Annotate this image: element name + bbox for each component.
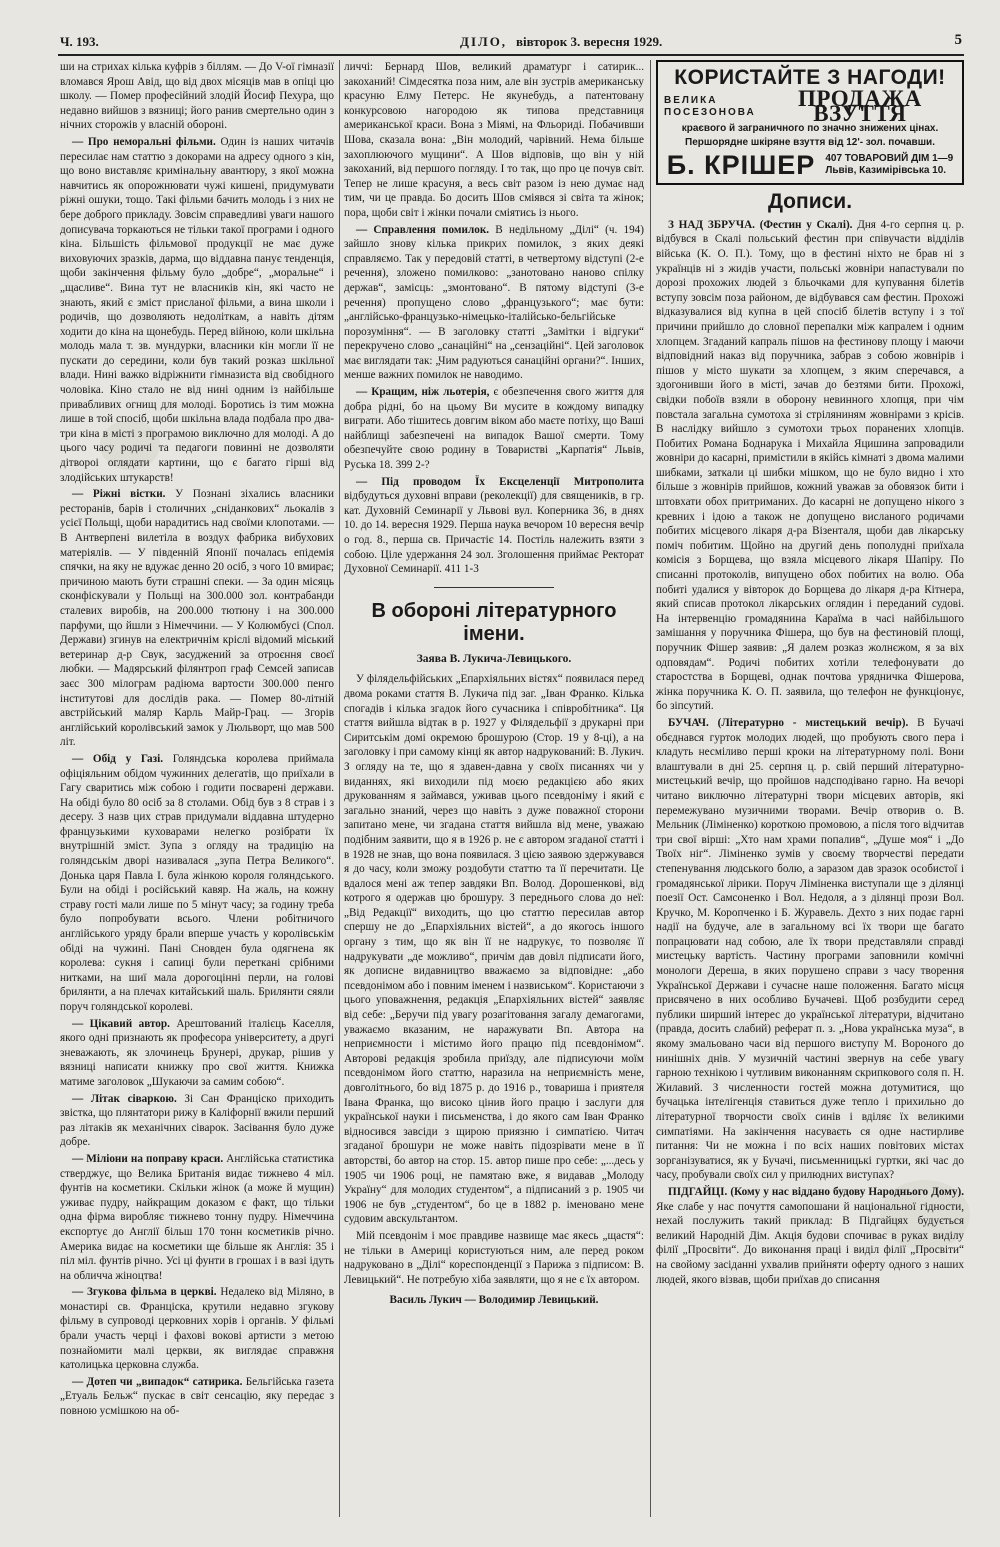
report-zbruch — [656, 218, 964, 714]
item-text: У Познані зіхались власники ресторанів, барів і столичних „сніданкових“ льокалів з усієї Польщі, щоби нарадитись над своїми клопотами. — В Антверпені вилетіла в воздух фабрика вибухових матеріялів. — У південній Японії почалась епідемія спячки, на яку не вдужає денно 20 осіб, з чого 10 вмирає; причиною мають бути страшні спеки. — За один місяць сконфіскували у Польщі на 300.000 зол. контрабанди сталевих виробів, на 200.000 тютюну і на 300.000 парфуми, що йшли з Німеччини. — У Колюмбусі (Спол. Держави) згинув на електричнім кріслі відомий міський ветеринар д-р Свук, засуджений за отроєння своєї любки. — Мадярський філянтроп граф Семсей записав заєс 300 мілограм радіюма вартости 300.000 пенго інститутові для дослідів рака. — Помер 80-літній австрійський маляр Карль Майр-Грац. — Згорів англійський королівський замок у Люльворт, що мав 500 літ. — [60, 488, 334, 749]
article-title: В обороні літературного імени. — [371, 599, 617, 645]
item-title: — Міліони на поправу краси. — [72, 1152, 224, 1165]
article-signature: Василь Лукич — Володимир Левицький. — [389, 1294, 599, 1307]
news-item-church — [60, 1285, 334, 1373]
item-text: Англійська статистика стверджує, що Велика Британія видає тижнево 4 міл. фунтів на косметики. Скільки жінок (а може й мущин) уживає пудру, найкращим доказом є факт, що тільки одна фірма виробляє тижнево тонну пудру. Німеччина експортує до Англії більш 170 тонн косметиків річно. Америка видає на косметики ще більше як Англія: 35 і піл міл. фунтів річно. Усі ці фунти в грошах і в вазі ідуть на обличча жіноцтва! — [60, 1152, 334, 1282]
ad-note: краєвого й заграничного по значно знижених цінах. — [681, 123, 939, 135]
article-paragraph: Мій псевдонім і моє правдиве назвище має якесь „щастя“: не тільки в Америці користуються ним, але перед роком надруковано в „Ділі“ кореспонденції з Парижа з підписом: В. Левицький“. Не потребую хіба заявляти, що я не є їх автором. — [344, 1229, 644, 1286]
news-item-plane — [60, 1092, 334, 1150]
ad-note: Першорядне шкіряне взуття від 12'- зол. почавши. — [685, 137, 935, 149]
ad-karpatia — [344, 385, 644, 473]
news-paragraph: личчі: Бернард Шов, великий драматург і сатирик... закоханий! Сімдесятка поза ним, але він зустрів американську красуню Елму Петерс. Не якунебудь, а патентовану конкурсовою нагородою як типова представниця американської краси. Вона з Міямі, на Фльориді. Побачивши Шова, сказала вона: „Він молодий, чарівний. Нема більше захоплюючого мущини“. А Шов відповів, що він у ній закоханий, від першого погляду. І то так, що про це почув світ. Тепер не лише красуня, а весь світ разом із нею думає над тим, чи це правда. Бо досить Шов сміявся зі світа та жінок; пора, щоби світ і жінки почали сміятись із нього. — [344, 61, 644, 219]
section-title: Дописи. — [767, 190, 853, 214]
ad-big-text: ПРОДАЖА ВЗУТТЯ — [797, 86, 922, 126]
column-middle — [344, 60, 644, 1308]
report-text: Дня 4-го серпня ц. р. відбувся в Скалі польський фестин при співучасти відділів війська (К. О. П.). Тому, що в фестині ніхто не брав ні з українців ні з жидів участи, польські жовніри напастували по дорозі прохожих людей з бльочками для купування білетів вступу зовсім поза районом, де відбувався сам фестин. Прохожі відказувалися від купна в цей спосіб білетів вступу і з тої причини прийшло до словної перепалки між капралем і одним хлопцем. Згаданий капраль пішов на фестинову площу і маючи відповідний наказ від поручника, забрав з собою жовнірів і пішов у місто шукати за хлопцем, з яким сперечався, а здогонивши його в місті, зачав до безтями бити. Прохожі, свідки побоїв взяли в оборону невинного хлопця, при чім повстала загальна сумотоха зі стріляниням жовнірами з крісів. В наслідку вийшло з сумотохи трьох поранених хлопців. Побитих Романа Боднарука і Михайла Яцишина запровадили жовніри до касарні, примістили в якійсь кімнаті з двома малими шибками, заткали ці шибки мішком, що не було видно і хто більше з жовнірів прийшов, кожний уважав за обовязок бити і штовхати обох притриманих. До касарні не допущено нікого з кревних і ідою а також не допущено висланого родичами побитих місцевого лікаря д-ра Візенталя, щоби дав лікарську поміч побитим. Щойно на другий день пополудні приїхала комісія з Борщева, що взяла місцевого лікаря Шапіру. По списанні протоколів, випущено обох побитих на волю. Оба побиті удалися у вівторок до Борщева до лікаря д-ра Кітнера, який списав протокол лікарських оглядин і переданий судові. На інтервенцію громадянина Караїма в часі найбільшого замішання у поручника Фішера, що був на фестиновій площі, поручник Фішер заявив: „Я далем розказ жолнєжом, я за віх одповядам“. Родичі побитих хотіли телефонувати до старостства в Борщеві, однак почтова урядничка Фішерова, жінка поручника К. О. П. заявила, що телефон не функціонує, бо зіпсутий. — [656, 218, 964, 713]
ad-sub1: ВЕЛИКА — [664, 94, 718, 106]
report-dateline: ПІДГАЙЦІ. (Кому у нас віддано будову Народнього Дому). — [668, 1185, 964, 1198]
header-rule — [58, 54, 964, 56]
notice-retreat — [344, 475, 644, 577]
item-title: — Під проводом Їх Ексцеленції Митрополита — [356, 475, 644, 488]
news-paragraph: ши на стрихах кілька куфрів з біллям. — До V-ої гімназії вломався Ярош Авід, що від двох місяців мав в опіці цю школу. — Помер професійний злодій Йосиф Пехура, що недавно вийшов з вязниці; його ранив смертельно один з нічних сторожів у власній обороні. — [60, 61, 334, 132]
item-title: — Ріжні вістки. — [72, 488, 166, 501]
item-text: В недільному „Ділі“ (ч. 194) зайшло знову кілька прикрих помилок, з яких деякі справляємо. Так у передовій статті, в четвертому відступі (2-е речення), зложено помилково: „занотовано наново спілку держав“, замісць: „змонтовано“. В пятому відступі (3-е речення) пропущено слово „французького“; має бути: „англійсько-французько-німецько-італійсько-бельгійське порозуміння“. — В заголовку статті „Замітки і відгуки“ перекручено слово „санаційні“ на „сензаційні“. Цей заголовок має виглядати так: „Чим радуються санаційні органи?“. Інших, менше важних помилок не наводимо. — [344, 223, 645, 382]
item-text: Арештований італієць Каселля, якого одні признають як професора університету, а другі зневажають, як злочинець Брунері, друкар, рішив у вязниці написати книжку про свої життя. Книжка матиме заголовок „Шукаючи за самим собою“. — [60, 1017, 335, 1088]
paper-title: ДІЛО, — [460, 34, 508, 49]
ad-address — [825, 153, 953, 177]
column-right — [656, 60, 964, 1289]
article-byline: Заява В. Лукича-Левицького. — [416, 652, 572, 665]
news-item-author — [60, 1017, 334, 1090]
item-text: відбудуться духовні вправи (реколекції) для священиків, в гр. кат. Духовній Семинарії у Львові вул. Коперника 36, в днях 10. до 14. вересня 1929. Перша наука вечором 10 вересня вечір о год. 8., перша св. Причастіє 14. Постіль належить взяти з собою. Ціле удержання 24 зол. Зголошення приймає Ректорат Духовної Семинарії. — [344, 490, 644, 576]
ad-row — [664, 86, 956, 126]
article-paragraph: У філядельфійських „Епархіяльних вістях“ появилася перед двома роками стаття В. Лукича під заг. „Іван Франко. Кілька спогадів і кілька згадок його сучасника і співробітника“. Ця стаття вийшла відтак в р. 1927 у Філядельфії з друкарні при Сиритськім домі окремою брошурою (Стор. 19 у 8-ці), а на заголовку і при самому кінці як автор надрукований: В. Лукич. З огляду на те, що я здавен-давна у своїх писаннях чи у виданнях, які виходили під моєю редакцією або яких друкованням я займався, уживав цього псевдоніму і який є загально знаний, через що навіть з дуже поважної сторони запитано мене, чи згадана стаття вийшла від мене, уважаю подібним заявити, що я в 1926 р. не є автором згаданої статті і в 1928 не знав, що вона появилася. З цією заявою здержувався я до часу, коли зможу роздобути статтю та її перечитати. Це вдалося мені аж тепер завдяки Вп. Волод. Дорошенкові, від котрого я одержав цю брошуру. З переднього слова до неї: „Від Редакції“ виходить, що цю статтю пересилав автор спершу не до „Епархіяльних вістей“, а до якогось іншого органу з тим, що як він її не надрукує, то позволяє її надрукувати „де можливо“, причім дав довіл підписати його, як дописне видавництво вважаємо за відповідне: „або псевдонімом або і повним іменем і назвиськом“. Користаючи з цього уповажнення, редакція „Епархіяльних вістей“ заявляє від себе: „Беручи під увагу розагітовання загалу демагогами, уважаємо вказаним, не наражувати Вп. Автора на неприємности і містимо його працю під псевдонімом“. Авторові редакція зробила приїзду, але підписуючи моїм псевдонімом його статтю, наразила на неприємність мене, довголітнього, бо від 1875 р. до 1916 р., товариша і приятеля Івана Франка, що високо цінив його працю і заслуги для української науки і письменства, і до якого сам Іван Франко відносився завсіди з щирою приязню і симпатією. Читач згаданої брошури не може навіть підозрівати мене в її авторстві, бо автор на стор. 15. автор пише про себе: „...десь у 1905 чи 1906 році, не памятаю вже, я видавав „Молоду Україну“ для молодих студентом“, а підписаний з р. 1905 чи 1906 не був „студентом“, бо це в 1882 р. іменовано мене судовим авскультантом. — [344, 673, 644, 1226]
item-text: Недалеко від Міляно, в монастирі св. Франціска, крутили недавно згукову фільму в супроводі церковних хорів і органів. У фільмі брали участь черці і фахові вокові артисти з метою познайомити малі церкви, як виглядає справжня католицька церковна служба. — [60, 1286, 334, 1372]
item-title: — Згукова фільма в церкві. — [72, 1286, 217, 1299]
news-item-errata — [344, 223, 644, 384]
column-left — [60, 60, 334, 1421]
news-item-beauty — [60, 1152, 334, 1283]
column-divider — [339, 60, 340, 1517]
report-text: В Бучачі обєднався гурток молодих людей, що пробують свого пера і кладуть несміливо перші кроки на літературному полі. Вони влаштували в дні 25. серпня ц. р. свій перший літературно-мистецький вечір, що пройшов надсподівано гарно. На вечорі читано виключно літературні твори місцевих авторів, які перемежувано музичними творами. Вечір отворив о. В. Мельник (Ліміненко) короткою промовою, а після того відчитав три свої вірші: „Хто нам храми попалив“, „Душе моя“ і „До Твоїх ніг“. Ліміненко зумів у своєму творчестві передати степенування людського болю, а заразом дав зразок особистої і громадянської лірики. Поруч Ліміненка виступали ще з ділянці поезії Ост. Самсоненко і Вол. Недоля, а з ділянці прози Вол. Кручко, М. Коропченко і Б. Журавель. Дехто з них подає гарні надії на будуче, але в загальному всі їх твори ще багато попрацювати над собою, але їх твори представляли справді мистецьку вартість. Частину програми заповнили комічні монологи Дереша, в яких порушено справи з часу творення Української Держави і сучасне наше положення. Багато місця присвячено в них особливо Бучачеві. Щоб розбудити серед публики ширший інтерес до української літератури, відчитано (правда, досить слабий) реферат п. з. „Нова українська муза“, в якому змальовано часи від першого виступу М. Вороного до нинішніх днів. У музичній частині звернув на себе увагу гарною технікою і чутливим виконанням скрипкового соля п. Н. Жилавий. З численности гостей можна дотумитися, що бучацька інтелігенція ставиться дуже тепло і прихильно до літературної творчости своїх синів і вділяє їх великими симпатіями. На закінчення насуваєть ся одне настирливе питання: Чи не можна і по всіх наших повітових містах зорганізуватися, як у Бучачі, письменницькі гуртки, які час до часу, пробували своїх сил у прилюдних виступах? — [656, 716, 964, 1182]
item-text: Голяндська королева приймала офіціяльним обідом чужинних делегатів, що приїхали в Гагу сваритись між собою і годити посварені держави. На обіді було 80 осіб за 8 столами. Обід був з 8 страв і з десеру. З назв цих страв придумали віддавна штудерно французькими куховарами нелегко розібрати їх внутрішній зміст. Зупа з огляду на традицію на голяндськім дворі називалася „зупа Петра Великого“. Донька царя Павла I. була жінкою короля голяндського. Були на обіді і російський кавяр. На жаль, на кожну страву гості мали лише по 5 мінут часу; за годину треба було попробувати всього. Члени робітничого англійського уряду брали вперше участь у королівськім обіді на чужині. Пані Сновден була одягнена як королева: сукня і сапиці були переткані срібними нитками, на шиї мала дорогоцінні перли, на голові брилянти, а на плечах китайський шаль. Брилянти сяяли поруч голяндської королеві. — [60, 752, 334, 1013]
item-text: є обезпечення свого життя для добра рідні, бо на цьому Ви мусите в кождому випадку виграти. Або тішитесь довгим віком або маєте потіху, що Ваші найблищі забезпечені на випадок Вашої смерти. Тому обезпечуйте свою родину в Товаристві „Карпатія“ Львів, Руська 18. — [344, 386, 645, 472]
item-title: — Обід у Газі. — [72, 752, 163, 765]
ad-merchant: Б. КРІШЕР — [666, 149, 816, 180]
ad-headline: КОРИСТАЙТЕ З НАГОДИ! — [674, 66, 946, 89]
item-title: — Кращим, ніж льотерія, — [356, 386, 490, 399]
page-number: 5 — [954, 32, 962, 48]
issue-date: вівторок 3. вересня 1929. — [516, 34, 663, 49]
ad-sub2: ПОСЕЗОНОВА — [664, 106, 756, 118]
item-title: — Дотеп чи „випадок“ сатирика. — [72, 1375, 243, 1388]
report-buchach — [656, 716, 964, 1183]
news-item-films — [60, 135, 334, 485]
ad-addr-num: 407 — [825, 153, 843, 165]
ad-footer — [664, 149, 956, 180]
item-text: Зі Сан Франціско приходить звістка, що плянтатори рижу в Каліфорнії вжили перший раз літаків як механічних сіварок. Засівання було дуже добре. — [60, 1092, 334, 1149]
shoe-sale-ad — [656, 60, 964, 185]
ad-addr2: Львів, Казимірівська 10. — [825, 165, 947, 177]
item-title: — Літак сіваркою. — [72, 1092, 177, 1105]
column-divider — [650, 60, 651, 1517]
page-header — [60, 30, 962, 52]
report-dateline: БУЧАЧ. (Літературно - мистецький вечір). — [668, 716, 909, 729]
issue-number: Ч. 193. — [60, 34, 99, 49]
item-title: — Цікавий автор. — [72, 1017, 170, 1030]
news-item-satire — [60, 1375, 334, 1419]
item-title: — Справлення помилок. — [356, 223, 490, 236]
item-text: Один із наших читачів пересилає нам статтю з докорами на адресу одного з кін, що воно виставляє кримінальну авантюру, з якої можна навчитись як опорожнювати чужі кишені, придумувати ріжні ошуки, тощо. Такі фільми бачить молодь і з них не бере доброго прикладу. Зовсім справедливі уваги нашого дописувача торкаються не тільки такої програми і одного кіна. Більшість фільмової продукції не має дуже виховуючих зразків, дарма, що віддавна панує тенденція, щоби закінчення фільму було „добре“, „моральне“ і „щасливе“. Вина тут не власників кін, які часто не знають, який є зміст присланої фільми, а вина школи і родичів, що дозволяють недоліткам, а навіть дітям ходити до кіна на щонебудь. Перед війною, коли шкільна молодь мала т. зв. мундурки, власники кін могли її не пускати до середини, коли був такий розказ шкільної влади. Нині важко відріжнити гімназиста від свобідного чоловіка. Кіно стало не від нині одним із найбільше привабливих огнищ для молоді. Боротись із тим можна лише в той спосіб, щоби шкільна влада подбала про два-три кіна в місті з програмою виключно для молоді. А до цього часу родичі та педагоги повинні не дозволяти дітвороі оглядати картини, що є багато гірші від злодійських штукарств! — [60, 135, 335, 484]
ad-code: 399 2-? — [395, 459, 430, 472]
report-text: Яке слабе у нас почуття самопошани й національної гідности, нехай послужить такий приклад: В Підгайцях будується великий Народній Дім. Акція будови спочиває в руках виділу філії „Просвіти“. До виконання праці і виділ філії „Просвіти“ на свойому засіданні ухвалив прийняти оферту одного з наших людей, якого візвав, щоби приїхав до списання — [656, 1200, 964, 1286]
report-dateline: З НАД ЗБРУЧА. (Фестин у Скалі). — [668, 218, 853, 231]
ad-addr1: ТОВАРОВИЙ ДІМ 1—9 — [844, 153, 954, 165]
divider — [434, 587, 554, 588]
report-pidhaitsi — [656, 1185, 964, 1287]
item-text: Бельгійська газета „Етуаль Бельж“ пускає в світ сенсацію, яку передає з повною усмішкою на об- — [60, 1375, 335, 1418]
news-item-various — [60, 487, 334, 750]
news-item-haag — [60, 752, 334, 1015]
ad-code: 411 1-3 — [444, 563, 479, 576]
ad-sub — [664, 95, 756, 119]
item-title: — Про неморальні фільми. — [72, 135, 216, 148]
